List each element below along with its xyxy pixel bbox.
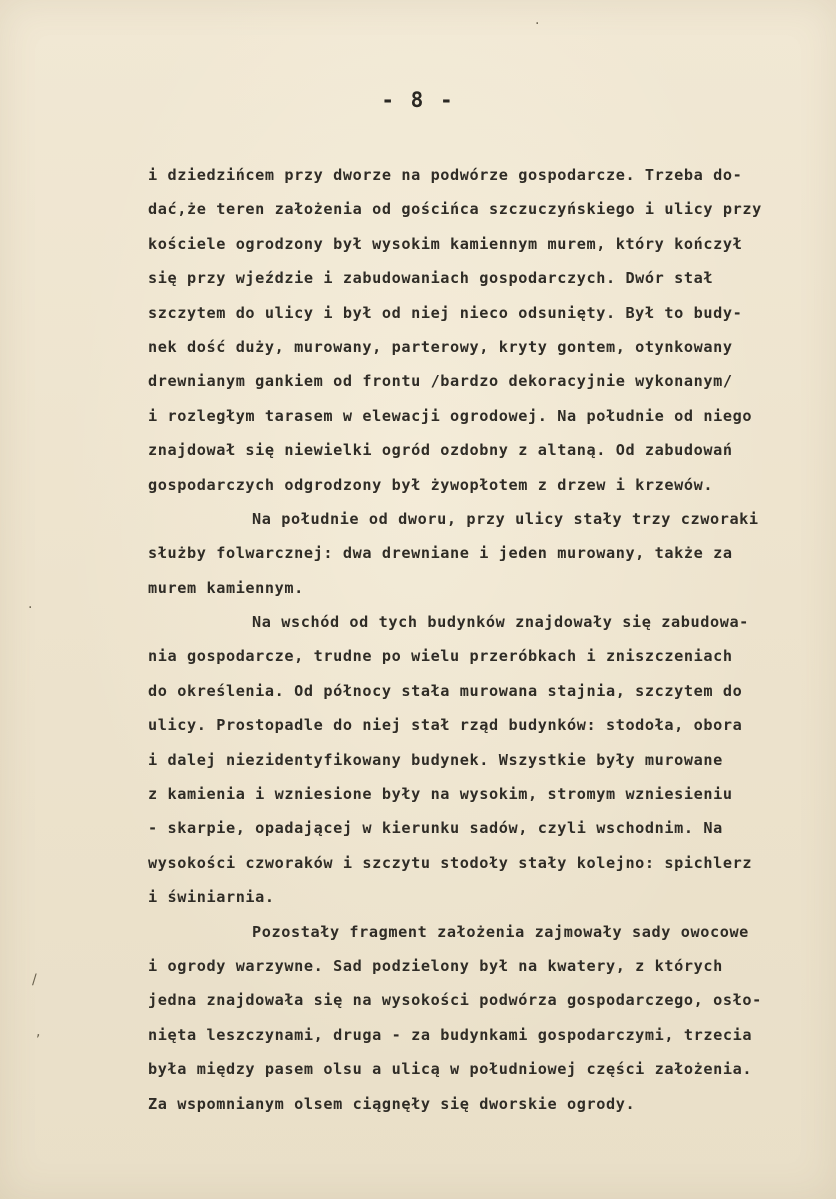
text-line: i dalej niezidentyfikowany budynek. Wszystkie były murowane (148, 750, 723, 769)
page-number: - 8 - (381, 88, 455, 112)
text-line: Na południe od dworu, przy ulicy stały trzy czworaki (252, 509, 759, 528)
margin-mark: , (36, 1024, 41, 1040)
text-line: była między pasem olsu a ulicą w południowej części założenia. (148, 1060, 753, 1079)
text-line: nia gospodarcze, trudne po wielu przeróbkach i zniszczeniach (148, 647, 733, 666)
margin-mark: / (32, 972, 37, 988)
text-line: do określenia. Od północy stała murowana stajnia, szczytem do (148, 681, 743, 700)
text-line: i dziedzińcem przy dworze na podwórze gospodarcze. Trzeba do- (148, 166, 743, 184)
text-line: szczytem do ulicy i był od niej nieco odsunięty. Był to budy- (148, 303, 743, 322)
text-line: Na wschód od tych budynków znajdowały się zabudowa- (252, 613, 749, 632)
text-line: znajdował się niewielki ogród ozdobny z altaną. Od zabudowań (148, 441, 733, 460)
text-line: nięta leszczynami, druga - za budynkami gospodarczymi, trzecia (148, 1025, 753, 1044)
text-line: gospodarczych odgrodzony był żywopłotem z drzew i krzewów. (148, 475, 714, 494)
text-line: i ogrody warzywne. Sad podzielony był na kwatery, z których (148, 956, 723, 975)
text-line: drewnianym gankiem od frontu /bardzo dekoracyjnie wykonanym/ (148, 372, 733, 391)
text-line: z kamienia i wzniesione były na wysokim, stromym wzniesieniu (148, 785, 733, 804)
text-line: ulicy. Prostopadle do niej stał rząd budynków: stodoła, obora (148, 716, 743, 735)
text-line: służby folwarcznej: dwa drewniane i jeden murowany, także za (148, 544, 733, 563)
paper-speck: · (535, 16, 540, 32)
margin-mark: · (28, 600, 33, 616)
text-line: dać,że teren założenia od gościńca szczuczyńskiego i ulicy przy (148, 200, 762, 219)
text-line: wysokości czworaków i szczytu stodoły stały kolejno: spichlerz (148, 853, 753, 872)
text-line: i świniarnia. (148, 888, 275, 907)
text-line: jedna znajdowała się na wysokości podwórza gospodarczego, osło- (148, 991, 762, 1010)
text-line: - skarpie, opadającej w kierunku sadów, czyli wschodnim. Na (148, 819, 723, 838)
body-text (148, 158, 818, 1121)
text-line: nek dość duży, murowany, parterowy, kryty gontem, otynkowany (148, 337, 733, 356)
text-line: Pozostały fragment założenia zajmowały sady owocowe (252, 922, 749, 941)
text-line: się przy wjeździe i zabudowaniach gospodarczych. Dwór stał (148, 269, 714, 288)
text-line: kościele ogrodzony był wysokim kamiennym murem, który kończył (148, 234, 743, 253)
text-line: murem kamiennym. (148, 578, 304, 597)
text-line: Za wspomnianym olsem ciągnęły się dworskie ogrody. (148, 1094, 636, 1113)
text-line: i rozległym tarasem w elewacji ogrodowej. Na południe od niego (148, 406, 753, 425)
